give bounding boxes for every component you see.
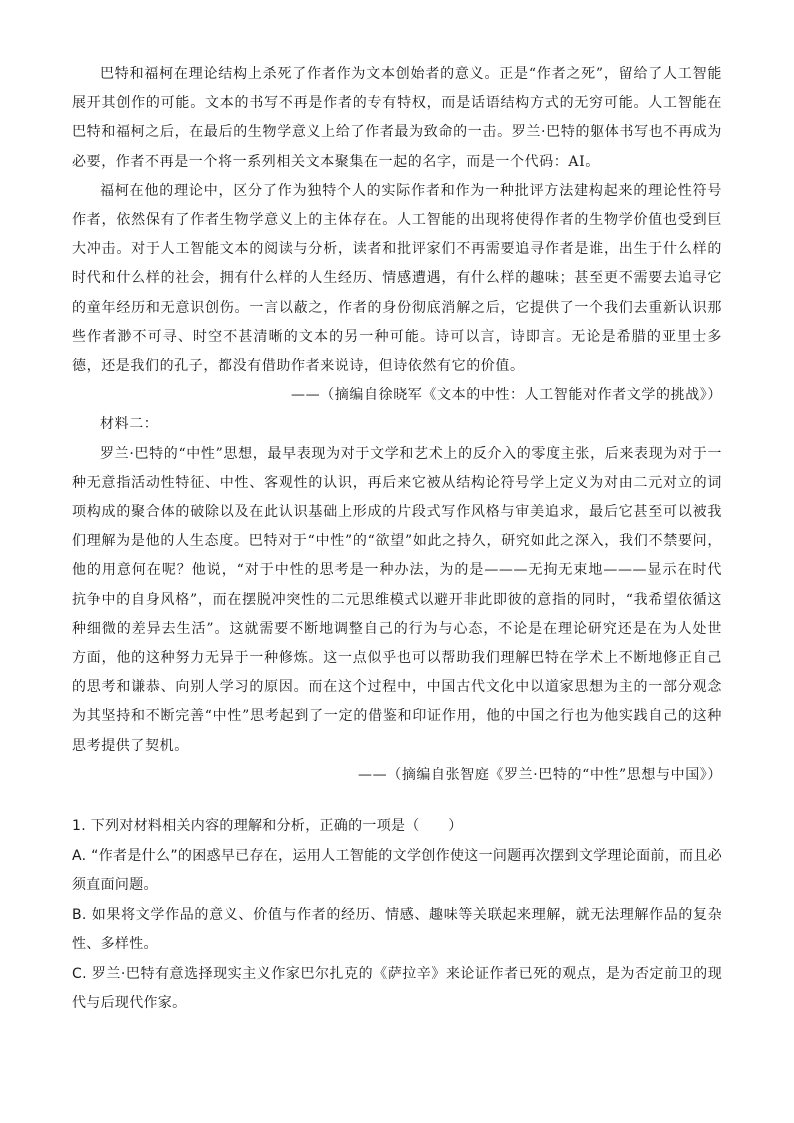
- material1-paragraph-1: 巴特和福柯在理论结构上杀死了作者作为文本创始者的意义。正是“作者之死”，留给了人工智能展开其创作的可能。文本的书写不再是作者的专有特权，而是话语结构方式的无穷可能。人工智能在巴特和福柯之后，在最后的生物学意义上给了作者最为致命的一击。罗兰·巴特的躯体书写也不再成为必要，作者不再是一个将一系列相关文本聚集在一起的名字，而是一个代码：AI。: [72, 66, 722, 170]
- reading-passage: [72, 60, 722, 790]
- material2-source: ——（摘编自张智庭《罗兰·巴特的“中性”思想与中国》）: [358, 766, 722, 783]
- material2-heading: 材料二：: [100, 416, 159, 433]
- question-block: [72, 812, 722, 1019]
- material1-paragraph-2: 福柯在他的理论中，区分了作为独特个人的实际作者和作为一种批评方法建构起来的理论性符号作者，依然保有了作者生物学意义上的主体存在。人工智能的出现将使得作者的生物学价值也受到巨大冲击。对于人工智能文本的阅读与分析，读者和批评家们不再需要追寻作者是谁，出生于什么样的时代和什么样的社会，拥有什么样的人生经历、情感遭遇，有什么样的趣味；甚至更不需要去追寻它的童年经历和无意识创伤。一言以蔽之，作者的身份彻底消解之后，它提供了一个我们去重新认识那些作者渺不可寻、时空不甚清晰的文本的另一种可能。诗可以言，诗即言。无论是希腊的亚里士多德，还是我们的孔子，都没有借助作者来说诗，但诗依然有它的价值。: [72, 182, 722, 375]
- option-c[interactable]: C. 罗兰·巴特有意选择现实主义作家巴尔扎克的《萨拉辛》来论证作者已死的观点，是为否定前卫的现代与后现代作家。: [72, 965, 722, 1011]
- question-stem: 1. 下列对材料相关内容的理解和分析，正确的一项是（ ）: [72, 818, 463, 834]
- option-b[interactable]: B. 如果将文学作品的意义、价值与作者的经历、情感、趣味等关联起来理解，就无法理解作品的复杂性、多样性。: [72, 906, 722, 952]
- option-a[interactable]: A. “作者是什么”的困惑早已存在，运用人工智能的文学创作使这一问题再次摆到文学理论面前，而且必须直面问题。: [72, 847, 722, 893]
- material2-paragraph: 罗兰·巴特的“中性”思想，最早表现为对于文学和艺术上的反介入的零度主张，后来表现为对于一种无意指活动性特征、中性、客观性的认识，再后来它被从结构论符号学上定义为对由二元对立的词项构成的聚合体的破除以及在此认识基础上形成的片段式写作风格与审美追求，最后它甚至可以被我们理解为是他的人生态度。巴特对于“中性”的“欲望”如此之持久，研究如此之深入，我们不禁要问，他的用意何在呢？他说，“对于中性的思考是一种办法，为的是———无拘无束地———显示在时代抗争中的自身风格”，而在摆脱冲突性的二元思维模式以避开非此即彼的意指的同时，“我希望依循这种细微的差异去生活”。这就需要不断地调整自己的行为与心态，不论是在理论研究还是在为人处世方面，他的这种努力无异于一种修炼。这一点似乎也可以帮助我们理解巴特在学术上不断地修正自己的思考和谦恭、向别人学习的原因。而在这个过程中，中国古代文化中以道家思想为主的一部分观念为其坚持和不断完善“中性”思考起到了一定的借鉴和印证作用，他的中国之行也为他实践自己的这种思考提供了契机。: [72, 445, 722, 754]
- material1-source: ——（摘编自徐晓军《文本的中性：人工智能对作者文学的挑战》）: [291, 387, 722, 404]
